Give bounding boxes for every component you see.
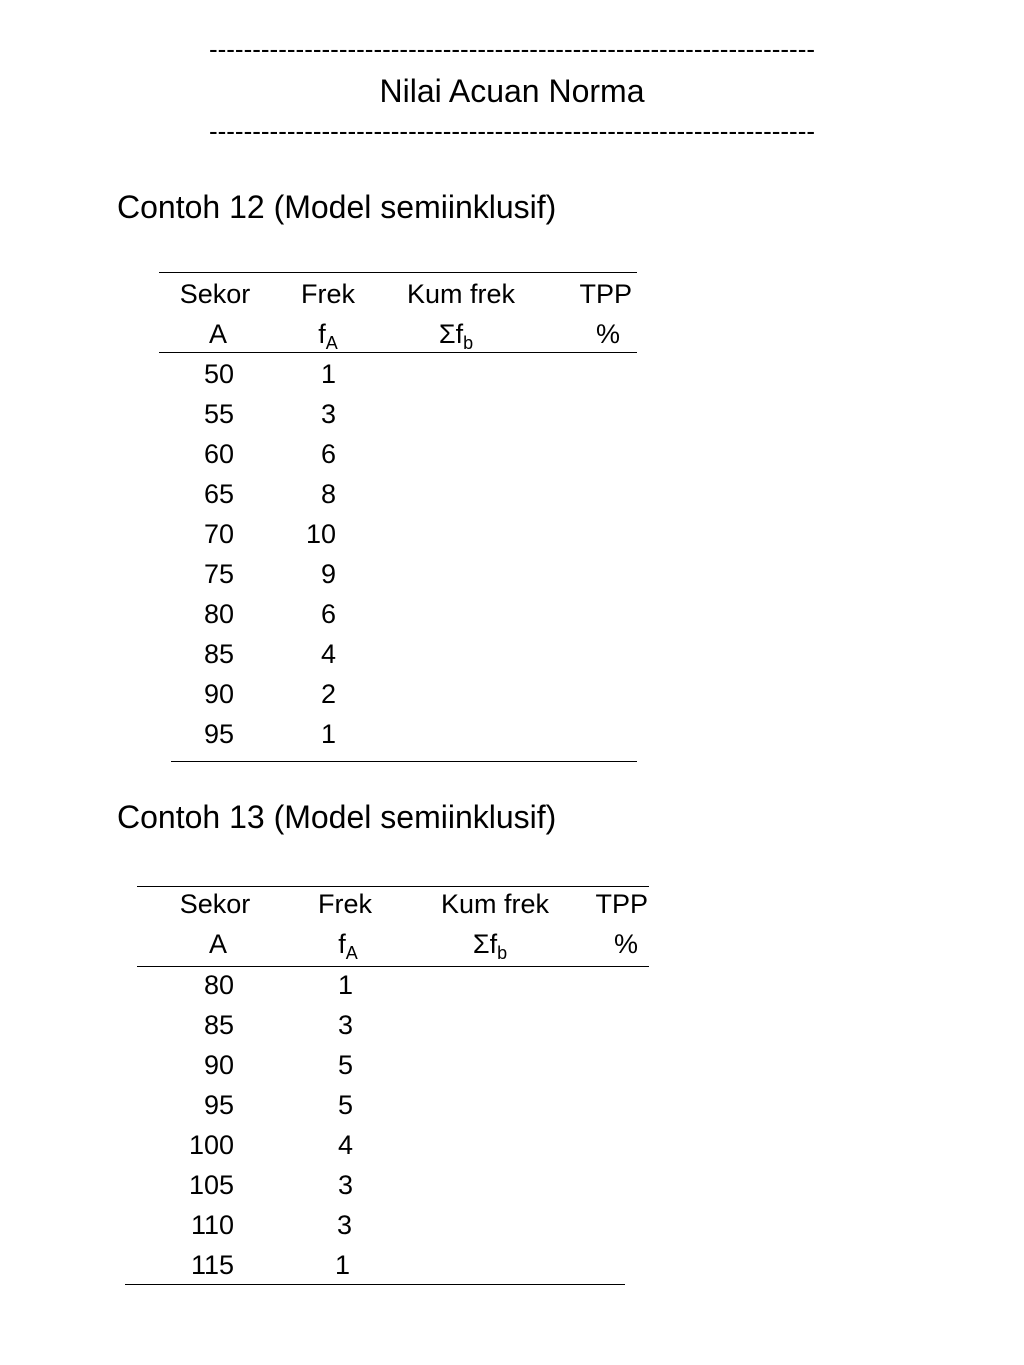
page-title: Nilai Acuan Norma (379, 73, 645, 109)
score-cell: 70 (203, 519, 234, 549)
freq-cell: 2 (320, 679, 336, 709)
header-percent-symbol: % (613, 929, 638, 959)
freq-cell: 1 (320, 719, 336, 749)
freq-cell: 5 (337, 1050, 353, 1080)
header-frek: Frek (301, 279, 355, 309)
score-cell: 85 (203, 639, 234, 669)
freq-cell: 4 (320, 639, 336, 669)
score-cell: 50 (203, 359, 234, 389)
freq-cell: 10 (305, 519, 336, 549)
score-cell: 95 (203, 1090, 234, 1120)
freq-cell: 3 (337, 1010, 353, 1040)
freq-cell: 3 (320, 399, 336, 429)
header-frek: Frek (318, 889, 372, 919)
header-kum-frek: Kum frek (406, 279, 516, 309)
freq-cell: 8 (320, 479, 336, 509)
header-score-symbol: A (208, 319, 227, 349)
header-freq-symbol: $f_A$ (318, 319, 338, 353)
header-cum-symbol: $\Sigma f_b$ (472, 929, 508, 963)
freq-cell: 6 (320, 599, 336, 629)
freq-cell: 1 (334, 1250, 350, 1280)
freq-cell: 9 (320, 559, 336, 589)
header-tpp: TPP (595, 889, 648, 919)
score-cell: 80 (203, 970, 234, 1000)
score-cell: 80 (203, 599, 234, 629)
header-cum-symbol: $\Sigma f_b$ (438, 319, 474, 353)
freq-cell: 3 (337, 1170, 353, 1200)
section-title-contoh-13: Contoh 13 (Model semiinklusif) (117, 799, 557, 835)
score-cell: 75 (203, 559, 234, 589)
freq-cell: 5 (337, 1090, 353, 1120)
header-kum-frek: Kum frek (440, 889, 550, 919)
header-score-symbol: A (208, 929, 227, 959)
score-cell: 115 (190, 1250, 234, 1280)
section-title-contoh-12: Contoh 12 (Model semiinklusif) (117, 189, 557, 225)
freq-cell: 3 (336, 1210, 352, 1240)
header-sekor: Sekor (179, 889, 251, 919)
dashed-rule-bottom: ---------------------------------------------------------------------- (208, 116, 816, 146)
score-cell: 105 (188, 1170, 234, 1200)
score-cell: 110 (190, 1210, 234, 1240)
freq-cell: 1 (320, 359, 336, 389)
dashed-rule-top: ---------------------------------------------------------------------- (208, 34, 816, 64)
table-bottom-rule (125, 1284, 625, 1285)
score-cell: 100 (188, 1130, 234, 1160)
freq-cell: 4 (337, 1130, 353, 1160)
score-cell: 60 (203, 439, 234, 469)
score-cell: 65 (203, 479, 234, 509)
freq-cell: 6 (320, 439, 336, 469)
header-sekor: Sekor (179, 279, 251, 309)
score-cell: 95 (203, 719, 234, 749)
score-cell: 85 (203, 1010, 234, 1040)
freq-cell: 1 (337, 970, 353, 1000)
score-cell: 90 (203, 1050, 234, 1080)
score-cell: 55 (203, 399, 234, 429)
score-cell: 90 (203, 679, 234, 709)
header-tpp: TPP (579, 279, 632, 309)
header-freq-symbol: $f_A$ (338, 929, 358, 963)
header-percent-symbol: % (595, 319, 620, 349)
